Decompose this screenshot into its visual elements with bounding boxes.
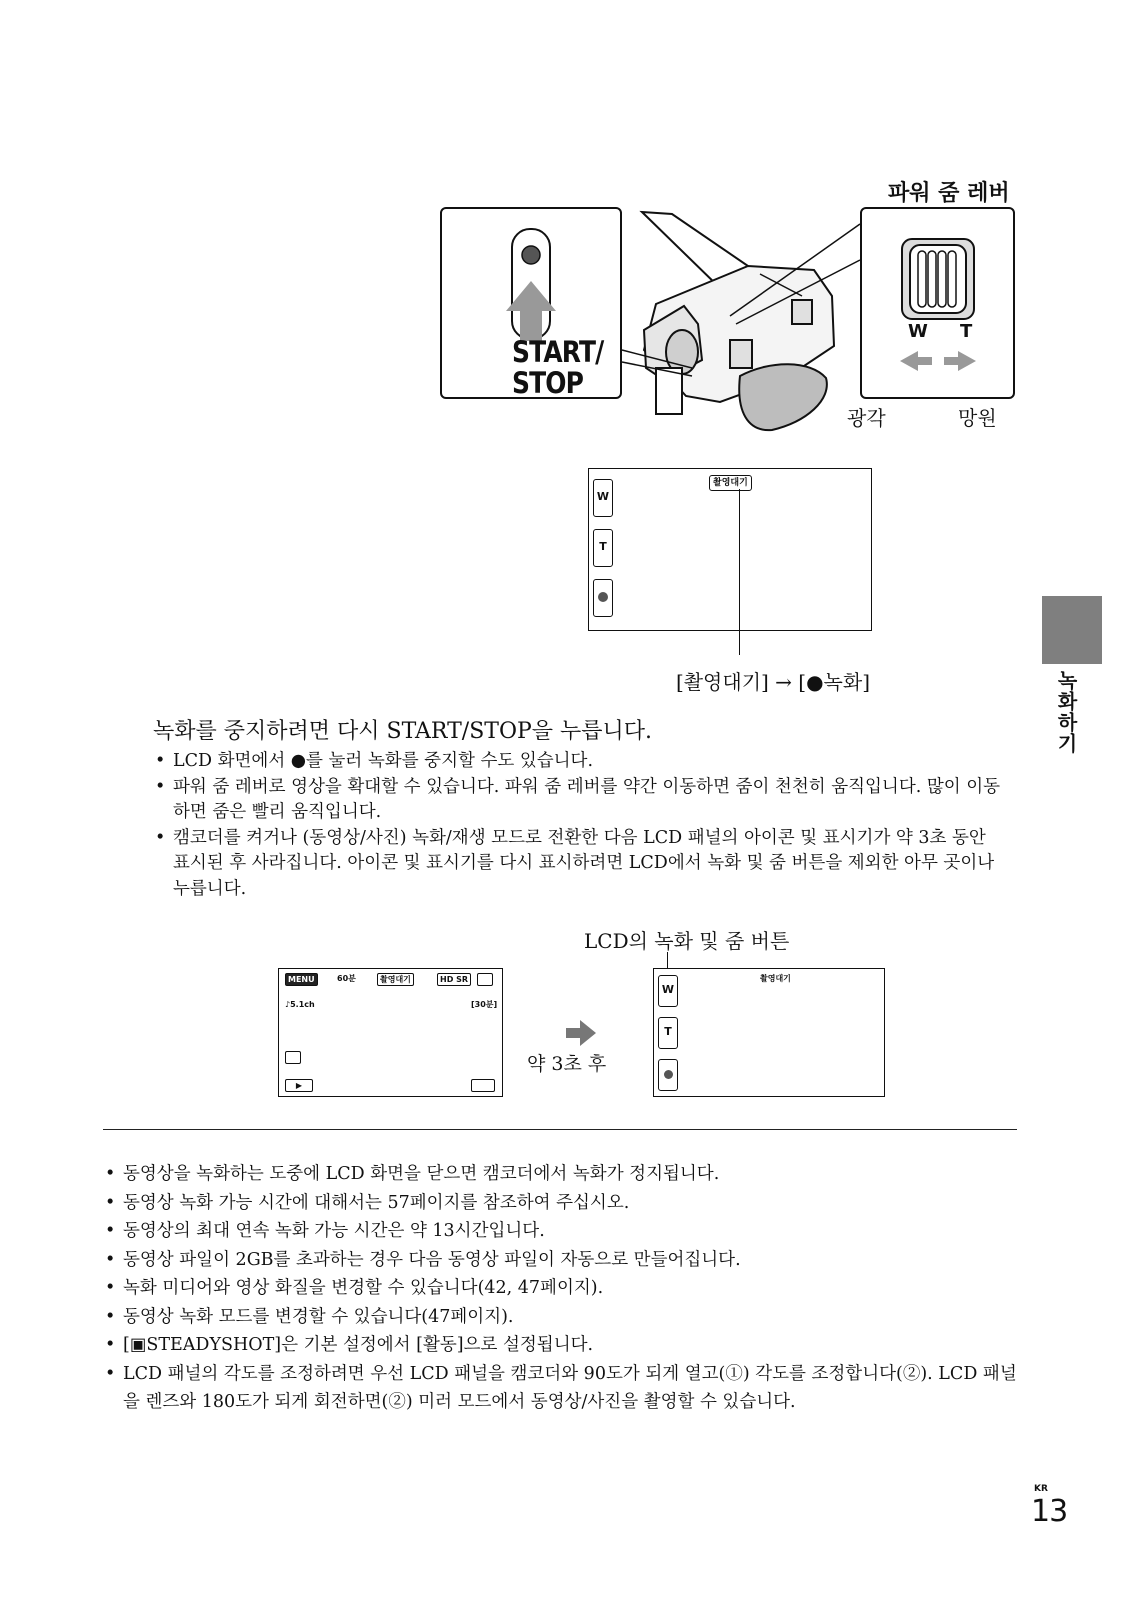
menu-button[interactable]: MENU xyxy=(285,973,318,986)
start-stop-label-line2: STOP xyxy=(512,366,584,400)
tip-item: • LCD 화면에서 ●를 눌러 녹화를 중지할 수도 있습니다. xyxy=(155,749,1005,775)
note-item: • 동영상의 최대 연속 녹화 가능 시간은 약 13시간입니다. xyxy=(105,1217,1025,1246)
remaining-time: [30분] xyxy=(471,1000,498,1009)
tip-item: • 캠코더를 켜거나 (동영상/사진) 녹화/재생 모드로 전환한 다음 LCD 패널의 아이콘 및 표시기가 약 3초 동안 표시된 후 사라집니다. 아이콘 및 표시기를 다시 표시하려면 LCD에서 녹화 및 줌 버튼을 제외한 아무 곳이나 누릅니다. xyxy=(155,826,1005,903)
lcd-screen-after xyxy=(653,968,885,1097)
section-divider xyxy=(103,1129,1017,1130)
lcd-screen-standby xyxy=(588,468,872,631)
zoom-lever-illustration xyxy=(898,237,978,377)
arrow-left-icon xyxy=(900,351,932,371)
lcd-screen-full-indicators xyxy=(278,968,503,1097)
audio-indicator: ♪5.1ch xyxy=(285,1000,315,1009)
note-item: • 동영상 파일이 2GB를 초과하는 경우 다음 동영상 파일이 자동으로 만들어집니다. xyxy=(105,1246,1025,1275)
zoom-w-button[interactable]: W xyxy=(658,975,678,1007)
zoom-lever-label: 파워 줌 레버 xyxy=(888,181,1010,206)
record-button[interactable] xyxy=(593,579,613,617)
tip-item: • 파워 줌 레버로 영상을 확대할 수 있습니다. 파워 줌 레버를 약간 이동하면 줌이 천천히 움직입니다. 많이 이동하면 줌은 빨리 움직입니다. xyxy=(155,775,1005,826)
zoom-lever-callout xyxy=(860,207,1015,399)
lcd-buttons-caption: LCD의 녹화 및 줌 버튼 xyxy=(584,929,790,953)
zoom-t-button[interactable]: T xyxy=(658,1017,678,1049)
standby-leader-line xyxy=(739,489,740,655)
note-item: • 동영상 녹화 모드를 변경할 수 있습니다(47페이지). xyxy=(105,1303,1025,1332)
arrow-right-icon xyxy=(566,1020,596,1046)
lcd-status-chip: 촬영대기 xyxy=(709,475,752,491)
note-item: • 동영상을 녹화하는 도중에 LCD 화면을 닫으면 캠코더에서 녹화가 정지됩니다. xyxy=(105,1160,1025,1189)
lcd-status-chip: 촬영대기 xyxy=(377,973,414,986)
zoom-t-button[interactable]: T xyxy=(593,529,613,567)
after-3-seconds-label: 약 3초 후 xyxy=(527,1053,607,1075)
note-item: • [▣STEADYSHOT]은 기본 설정에서 [활동]으로 설정됩니다. xyxy=(105,1331,1025,1360)
notes-list xyxy=(105,1160,1025,1417)
media-icon xyxy=(477,973,493,986)
tips-list xyxy=(155,749,1005,902)
start-stop-button-illustration xyxy=(498,223,578,353)
chapter-tab-label: 녹화하기 xyxy=(1054,670,1078,754)
zoom-w-button[interactable]: W xyxy=(593,479,613,517)
page-number: 13 xyxy=(1031,1494,1068,1529)
start-stop-label-line1: START/ xyxy=(512,335,604,369)
note-item: • LCD 패널의 각도를 조정하려면 우선 LCD 패널을 캠코더와 90도가 되게 열고(①) 각도를 조정합니다(②). LCD 패널을 렌즈와 180도가 되게 회전하면(②) 미러 모드에서 동영상/사진을 촬영할 수 있습니다. xyxy=(105,1360,1025,1417)
lcd-status-chip: 촬영대기 xyxy=(760,974,791,983)
start-stop-label xyxy=(512,337,603,399)
arrow-right-icon xyxy=(944,351,976,371)
record-dot-icon xyxy=(664,1070,673,1079)
quality-badge: HD SR xyxy=(437,973,471,986)
chapter-tab xyxy=(1042,596,1102,664)
note-item: • 동영상 녹화 가능 시간에 대해서는 57페이지를 참조하여 주십시오. xyxy=(105,1189,1025,1218)
telephoto-label: 망원 xyxy=(958,406,997,430)
standby-indicator-caption: [촬영대기] → [●녹화] xyxy=(675,670,870,694)
record-dot-icon xyxy=(598,592,608,602)
steadyshot-icon xyxy=(285,1051,301,1064)
zoom-w-label: W xyxy=(908,321,928,342)
wide-angle-label: 광각 xyxy=(847,406,886,430)
playback-button[interactable]: ▶ xyxy=(285,1079,313,1092)
main-instruction: 녹화를 중지하려면 다시 START/STOP을 누릅니다. xyxy=(153,719,653,744)
record-button[interactable] xyxy=(658,1059,678,1091)
page-language-code: KR xyxy=(1034,1484,1048,1494)
note-item: • 녹화 미디어와 영상 화질을 변경할 수 있습니다(42, 47페이지). xyxy=(105,1274,1025,1303)
camera-mode-button[interactable] xyxy=(471,1079,495,1092)
start-stop-callout xyxy=(440,207,622,399)
battery-remaining: 60분 xyxy=(337,974,356,983)
zoom-t-label: T xyxy=(960,321,973,342)
